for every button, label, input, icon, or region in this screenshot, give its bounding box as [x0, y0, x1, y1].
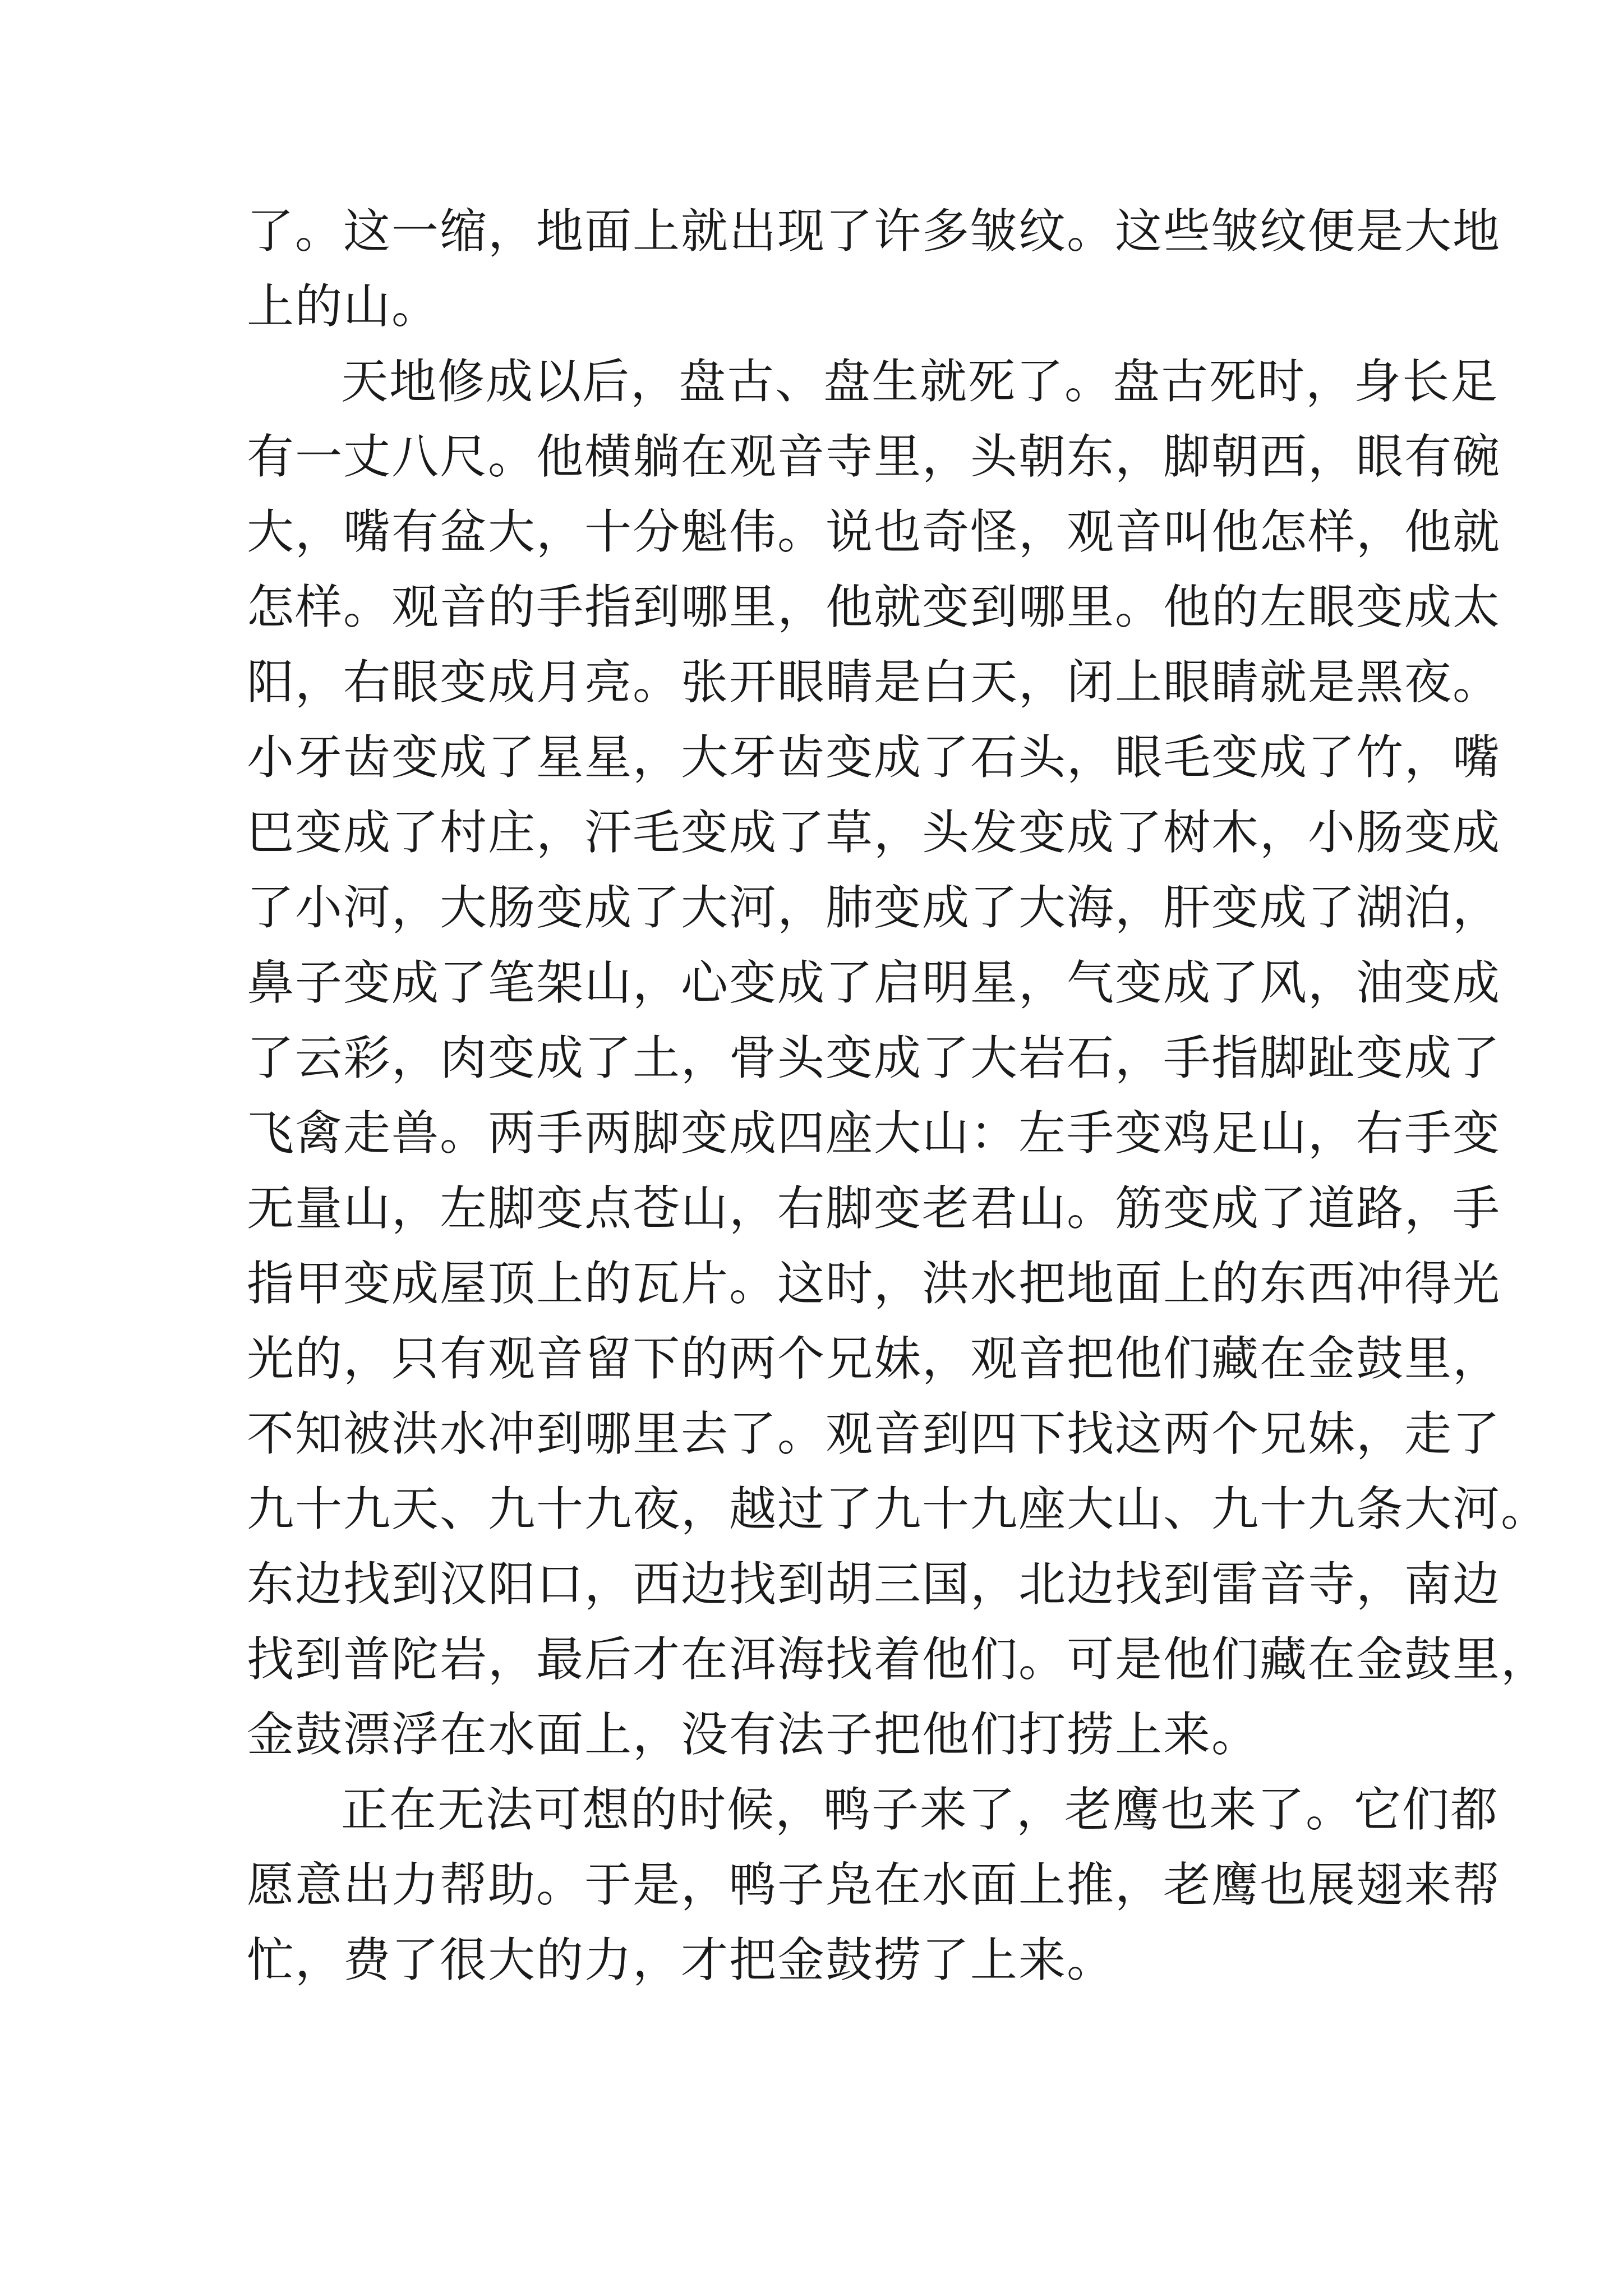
text-line: 愿意出力帮助。于是，鸭子凫在水面上推，老鹰也展翅来帮 — [247, 1857, 1501, 1912]
body-text — [247, 194, 1550, 1998]
text-line: 天地修成以后，盘古、盘生就死了。盘古死时，身长足 — [341, 354, 1499, 409]
text-line: 上的山。 — [247, 279, 440, 334]
text-line: 鼻子变成了笔架山，心变成了启明星，气变成了风，油变成 — [247, 955, 1501, 1010]
text-line: 光的，只有观音留下的两个兄妹，观音把他们藏在金鼓里， — [247, 1331, 1501, 1386]
text-line: 无量山，左脚变点苍山，右脚变老君山。筋变成了道路，手 — [247, 1181, 1501, 1236]
text-line: 不知被洪水冲到哪里去了。观音到四下找这两个兄妹，走了 — [247, 1406, 1501, 1461]
text-line: 九十九天、九十九夜，越过了九十九座大山、九十九条大河。 — [247, 1481, 1550, 1536]
text-line: 大，嘴有盆大，十分魁伟。说也奇怪，观音叫他怎样，他就 — [247, 504, 1501, 559]
text-line: 找到普陀岩，最后才在洱海找着他们。可是他们藏在金鼓里， — [247, 1632, 1550, 1687]
text-line: 金鼓漂浮在水面上，没有法子把他们打捞上来。 — [247, 1707, 1260, 1762]
text-line: 了云彩，肉变成了土，骨头变成了大岩石，手指脚趾变成了 — [247, 1030, 1501, 1085]
text-line: 忙，费了很大的力，才把金鼓捞了上来。 — [247, 1932, 1115, 1987]
text-line: 指甲变成屋顶上的瓦片。这时，洪水把地面上的东西冲得光 — [247, 1256, 1501, 1311]
text-line: 有一丈八尺。他横躺在观音寺里，头朝东，脚朝西，眼有碗 — [247, 429, 1501, 484]
text-line: 巴变成了村庄，汗毛变成了草，头发变成了树木，小肠变成 — [247, 805, 1501, 860]
text-line: 了。这一缩，地面上就出现了许多皱纹。这些皱纹便是大地 — [247, 204, 1501, 259]
text-line: 正在无法可想的时候，鸭子来了，老鹰也来了。它们都 — [341, 1782, 1499, 1837]
text-line: 飞禽走兽。两手两脚变成四座大山：左手变鸡足山，右手变 — [247, 1106, 1501, 1161]
text-line: 怎样。观音的手指到哪里，他就变到哪里。他的左眼变成太 — [247, 579, 1501, 634]
text-line: 了小河，大肠变成了大河，肺变成了大海，肝变成了湖泊， — [247, 880, 1501, 935]
text-line: 阳，右眼变成月亮。张开眼睛是白天，闭上眼睛就是黑夜。 — [247, 655, 1501, 710]
text-line: 小牙齿变成了星星，大牙齿变成了石头，眼毛变成了竹，嘴 — [247, 730, 1501, 785]
text-line: 东边找到汉阳口，西边找到胡三国，北边找到雷音寺，南边 — [247, 1557, 1501, 1612]
